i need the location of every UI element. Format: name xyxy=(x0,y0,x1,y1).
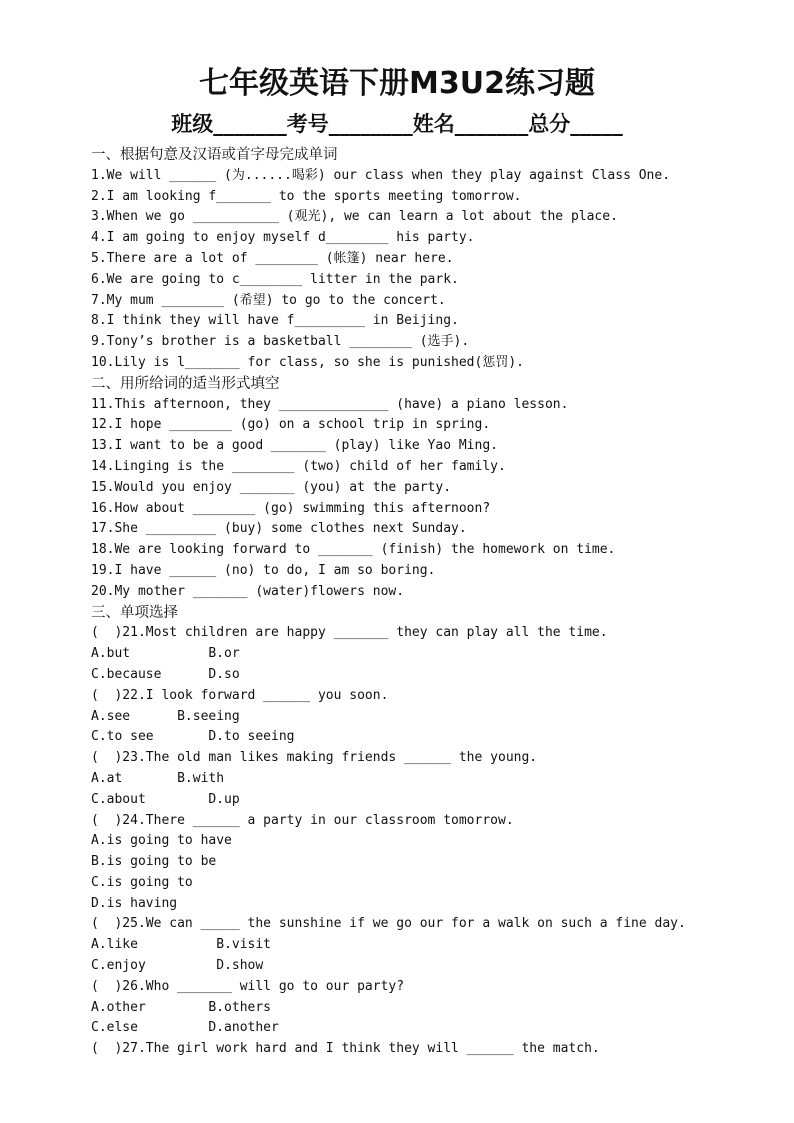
question-line: C.about D.up xyxy=(91,791,240,807)
question-line: C.because D.so xyxy=(91,666,240,682)
question-line: 17.She _________ (buy) some clothes next Sunday. xyxy=(91,521,467,537)
question-line: A.other B.others xyxy=(91,999,272,1015)
question-line: D.is having xyxy=(91,895,178,911)
question-line: A.like B.visit xyxy=(91,937,272,953)
section-heading: 二、用所给词的适当形式填空 xyxy=(91,375,280,392)
question-line: 3.When we go ___________ (观光), we can learn a lot about the place. xyxy=(91,209,618,225)
question-line: B.is going to be xyxy=(91,854,217,870)
question-line: A.but B.or xyxy=(91,646,240,662)
question-line: 14.Linging is the ________ (two) child of her family. xyxy=(91,458,506,474)
question-line: 18.We are looking forward to _______ (finish) the homework on time. xyxy=(91,542,616,558)
question-line: C.enjoy D.show xyxy=(91,958,264,974)
worksheet-title: 七年级英语下册M3U2练习题 xyxy=(199,66,595,101)
question-line: A.is going to have xyxy=(91,833,232,849)
student-info-line: 班级_______考号________姓名_______总分_____ xyxy=(171,112,623,136)
question-line: 20.My mother _______ (water)flowers now. xyxy=(91,583,405,599)
question-line: ( )24.There ______ a party in our classroom tomorrow. xyxy=(91,812,514,828)
question-line: 2.I am looking f_______ to the sports meeting tomorrow. xyxy=(91,188,522,204)
question-line: ( )25.We can _____ the sunshine if we go our for a walk on such a fine day. xyxy=(91,916,686,932)
question-line: 11.This afternoon, they ______________ (have) a piano lesson. xyxy=(91,396,569,412)
question-line: 4.I am going to enjoy myself d________ his party. xyxy=(91,230,475,246)
question-line: 6.We are going to c________ litter in the park. xyxy=(91,271,459,287)
question-line: 13.I want to be a good _______ (play) like Yao Ming. xyxy=(91,438,498,454)
question-line: 12.I hope ________ (go) on a school trip in spring. xyxy=(91,417,491,433)
question-line: 19.I have ______ (no) to do, I am so boring. xyxy=(91,562,436,578)
question-line: A.see B.seeing xyxy=(91,708,240,724)
question-line: 9.Tony’s brother is a basketball ________ (选手). xyxy=(91,334,470,350)
question-line: ( )26.Who _______ will go to our party? xyxy=(91,978,405,994)
question-line: 7.My mum ________ (希望) to go to the concert. xyxy=(91,292,446,308)
question-line: C.to see D.to seeing xyxy=(91,729,295,745)
question-line: 5.There are a lot of ________ (帐篷) near here. xyxy=(91,250,454,266)
question-line: ( )21.Most children are happy _______ they can play all the time. xyxy=(91,625,608,641)
question-list xyxy=(91,145,791,1060)
question-line: ( )27.The girl work hard and I think they will ______ the match. xyxy=(91,1041,600,1057)
question-line: C.else D.another xyxy=(91,1020,279,1036)
question-line: 8.I think they will have f_________ in Beijing. xyxy=(91,313,459,329)
question-line: A.at B.with xyxy=(91,770,225,786)
question-line: ( )23.The old man likes making friends ______ the young. xyxy=(91,750,538,766)
section-heading: 三、单项选择 xyxy=(91,604,178,621)
question-line: 1.We will ______ (为......喝彩) our class when they play against Class One. xyxy=(91,167,671,183)
question-line: C.is going to xyxy=(91,874,193,890)
question-line: ( )22.I look forward ______ you soon. xyxy=(91,687,389,703)
question-line: 16.How about ________ (go) swimming this afternoon? xyxy=(91,500,491,516)
question-line: 15.Would you enjoy _______ (you) at the party. xyxy=(91,479,452,495)
question-line: 10.Lily is l_______ for class, so she is punished(惩罚). xyxy=(91,354,524,370)
section-heading: 一、根据句意及汉语或首字母完成单词 xyxy=(91,147,338,163)
